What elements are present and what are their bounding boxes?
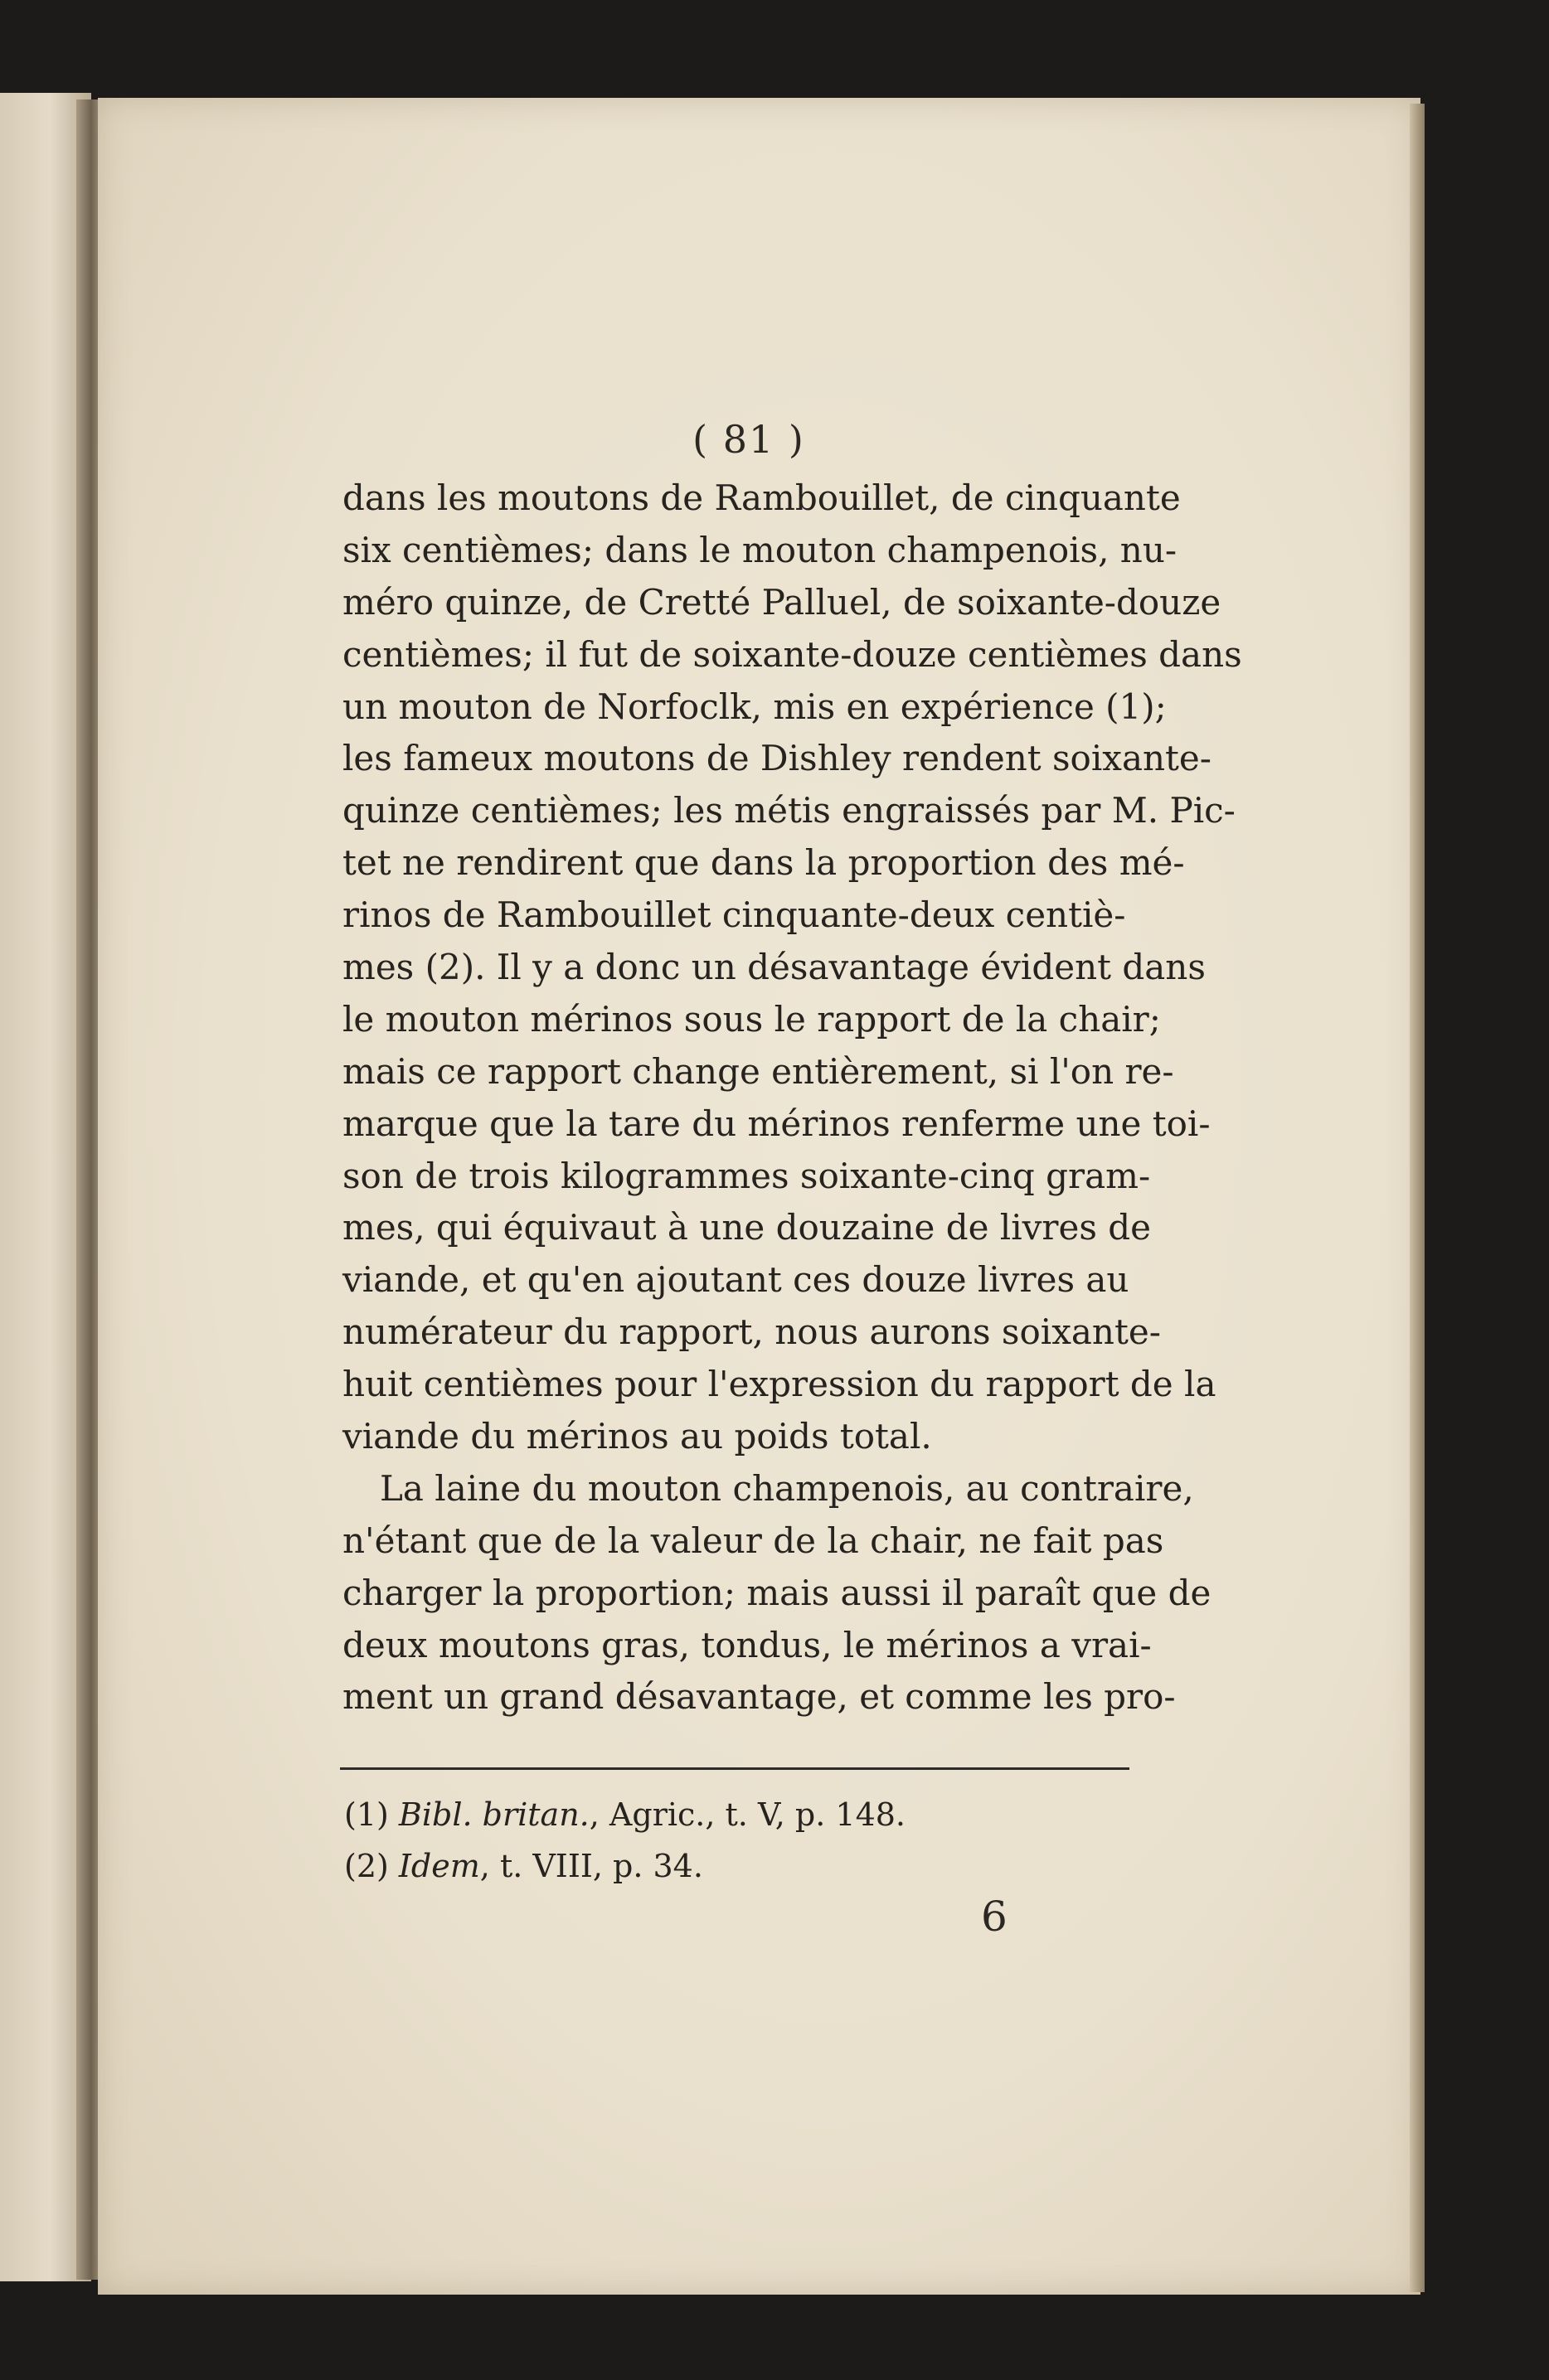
body-text — [342, 473, 1242, 1723]
text-line: rinos de Rambouillet cinquante-deux centiè- — [342, 894, 1126, 936]
text-line: viande du mérinos au poids total. — [342, 1416, 932, 1457]
text-line: mais ce rapport change entièrement, si l'on re- — [342, 1050, 1174, 1092]
signature-mark: 6 — [981, 1893, 1008, 1941]
footnote-ref: , t. VIII, p. 34. — [479, 1848, 703, 1884]
text-line: marque que la tare du mérinos renferme une toi- — [342, 1103, 1211, 1144]
page-number-header: ( 81 ) — [692, 417, 805, 462]
text-line: quinze centièmes; les métis engraissés par M. Pic- — [342, 790, 1236, 831]
footnote-marker: (2) — [344, 1848, 389, 1884]
text-line: mes, qui équivaut à une douzaine de livres de — [342, 1207, 1151, 1248]
text-line: viande, et qu'en ajoutant ces douze livres au — [342, 1259, 1129, 1301]
text-line: dans les moutons de Rambouillet, de cinquante — [342, 477, 1181, 518]
footnotes — [344, 1789, 1090, 1892]
text-line: le mouton mérinos sous le rapport de la chair; — [342, 998, 1161, 1040]
footnote-title: Bibl. britan. — [398, 1796, 590, 1833]
text-line: deux moutons gras, tondus, le mérinos a vrai- — [342, 1624, 1152, 1665]
text-line: numérateur du rapport, nous aurons soixante- — [342, 1311, 1161, 1353]
footnote-title: Idem — [398, 1848, 480, 1884]
footnote-rule — [340, 1767, 1129, 1770]
footnote-ref: , Agric., t. V, p. 148. — [589, 1796, 906, 1833]
text-line: n'étant que de la valeur de la chair, ne fait pas — [342, 1520, 1164, 1561]
text-line: six centièmes; dans le mouton champenois, nu- — [342, 529, 1178, 570]
text-line: tet ne rendirent que dans la proportion des mé- — [342, 842, 1185, 884]
text-line: centièmes; il fut de soixante-douze centièmes dans — [342, 633, 1242, 675]
footnote-2 — [344, 1840, 1090, 1892]
footnote-marker: (1) — [344, 1796, 389, 1833]
text-line: les fameux moutons de Dishley rendent soixante- — [342, 738, 1212, 779]
book-page — [98, 98, 1420, 2295]
text-line: méro quinze, de Cretté Palluel, de soixante-douze — [342, 581, 1221, 623]
paragraph-start-line: La laine du mouton champenois, au contraire, — [380, 1467, 1194, 1509]
text-line: son de trois kilogrammes soixante-cinq gram- — [342, 1155, 1151, 1196]
footnote-1 — [344, 1789, 1090, 1840]
text-line: un mouton de Norfoclk, mis en expérience (1); — [342, 686, 1167, 727]
text-line: huit centièmes pour l'expression du rapport de la — [342, 1364, 1216, 1405]
right-page-edge — [1410, 104, 1425, 2292]
text-line: mes (2). Il y a donc un désavantage évident dans — [342, 947, 1206, 988]
text-line: ment un grand désavantage, et comme les pro- — [342, 1676, 1176, 1718]
text-line: charger la proportion; mais aussi il paraît que de — [342, 1572, 1212, 1613]
